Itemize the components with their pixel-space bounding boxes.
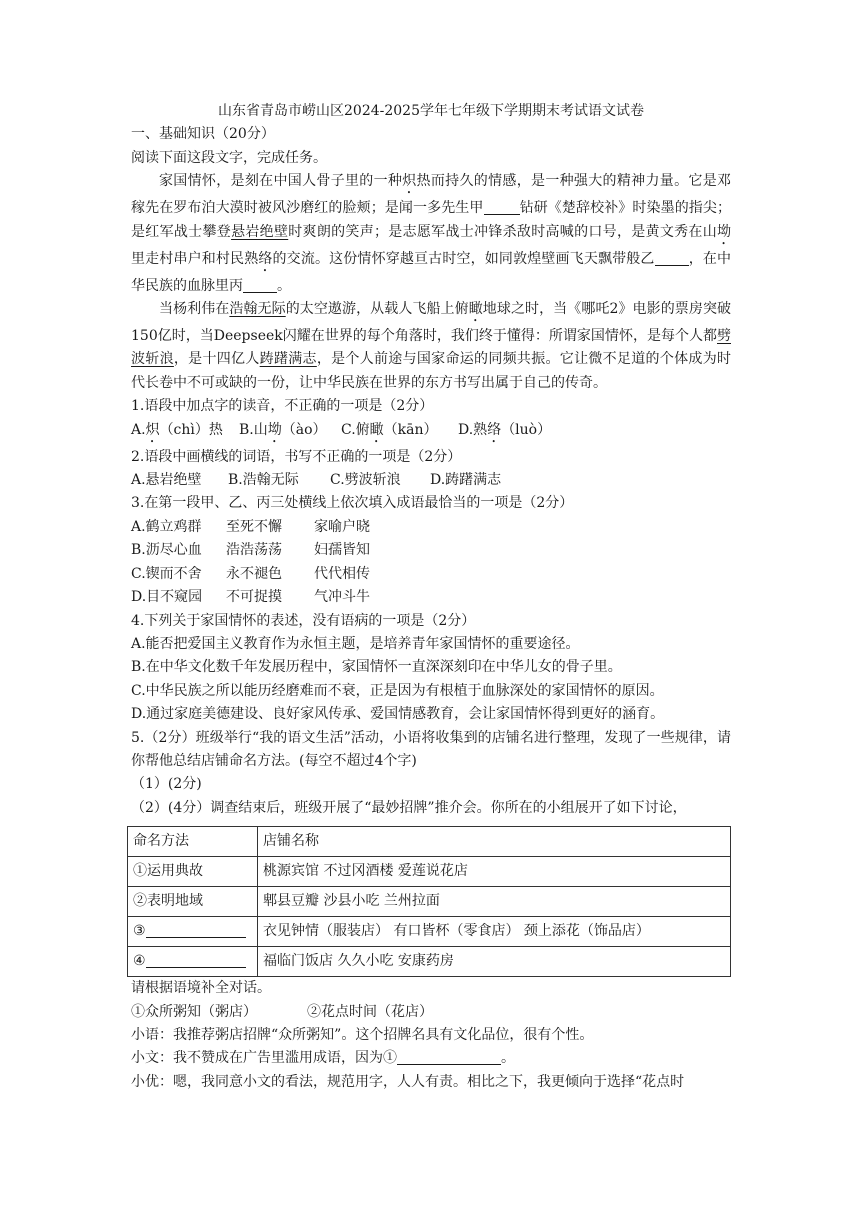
table-header-cell: 店铺名称	[258, 827, 731, 857]
question-4-stem: 4.下列关于家国情怀的表述，没有语病的一项是（2分）	[131, 612, 476, 629]
question-3-option-b: B.沥尽心血 浩浩荡荡 妇孺皆知	[131, 542, 370, 559]
dialogue-xiaowen: 小文：我不赞成在广告里滥用成语，因为① 。	[131, 1050, 515, 1067]
table-header-row	[128, 827, 731, 857]
option-b: B.浩翰无际	[228, 472, 299, 489]
dotted-char: 络	[258, 250, 273, 267]
dialogue-choices: ①众所粥知（粥店） ②花点时间（花店）	[131, 1003, 433, 1020]
question-4-option-a: A.能否把爱国主义教育作为永恒主题，是培养青年家国情怀的重要途径。	[131, 635, 580, 652]
table-row	[128, 947, 731, 977]
table-row	[128, 857, 731, 887]
option-d: D.踌躇满志	[430, 472, 502, 489]
question-3-option-d: D.目不窥园 不可捉摸 气冲斗牛	[131, 589, 370, 606]
question-1-options	[131, 419, 731, 446]
blank-jia	[484, 198, 520, 215]
table-cell: ④	[128, 947, 258, 977]
dialogue-xiaoyu: 小语：我推荐粥店招牌“众所粥知”。这个招牌名具有文化品位，很有个性。	[131, 1026, 594, 1043]
dialogue-prompt: 请根据语境补全对话。	[131, 980, 271, 997]
underlined-word: 悬岩绝壁	[231, 223, 289, 240]
answer-blank[interactable]	[397, 1048, 501, 1065]
question-1-stem: 1.语段中加点字的读音，不正确的一项是（2分）	[131, 398, 434, 415]
underlined-word: 浩翰无际	[229, 301, 286, 318]
option-c: C.俯瞰（kān）	[341, 421, 438, 438]
question-3-stem: 3.在第一段甲、乙、丙三处横线上依次填入成语最恰当的一项是（2分）	[131, 495, 574, 512]
dialogue-xiaoyou: 小优：嗯，我同意小文的看法，规范用字，人人有责。相比之下，我更倾向于选择“花点时	[131, 1073, 685, 1090]
underlined-word: 劈波斩浪	[131, 328, 731, 368]
question-5-sub-1: （1）(2分)	[131, 776, 202, 793]
option-a: A.炽（chì）热	[131, 421, 223, 438]
instruction: 阅读下面这段文字，完成任务。	[131, 149, 327, 166]
question-4-option-d: D.通过家庭美德建设、良好家风传承、爱国情感教育，会让家国情怀得到更好的涵育。	[131, 706, 665, 723]
table-cell: 衣见钟情（服装店） 有口皆杯（零食店） 颈上添花（饰品店）	[258, 917, 731, 947]
question-2-options	[131, 469, 731, 492]
table-cell: ①运用典故	[128, 857, 258, 887]
option-d: D.熟络（luò）	[458, 421, 552, 438]
blank-yi	[655, 249, 689, 266]
table-cell: 郫县豆瓣 沙县小吃 兰州拉面	[258, 887, 731, 917]
table-cell: ②表明地域	[128, 887, 258, 917]
option-c: C.劈波斩浪	[330, 472, 401, 489]
table-row	[128, 917, 731, 947]
question-3-option-a: A.鹤立鸡群 至死不懈 家喻户晓	[131, 518, 370, 535]
passage-paragraph-1: 家国情怀，是刻在中国人骨子里的一种炽热而持久的情感，是一种强大的精神力量。它是邓稼先在罗布泊大漠时被风沙磨红的脸颊；是闻一多先生甲 钻研《楚辞校补》时染墨的指尖；是红军战士攀登悬岩绝壁时爽朗的笑声；是志愿军战士冲锋杀敌时高喊的口号，是黄文秀在山坳里走村串户和村民熟络的交流。这份情怀穿越亘古时空，如同敦煌壁画飞天飘带般乙 ，在中华民族的血脉里丙 。	[131, 173, 732, 294]
dotted-char: 坳	[717, 223, 732, 240]
table-cell: 福临门饭店 久久小吃 安康药房	[258, 947, 731, 977]
exam-page	[131, 100, 731, 1094]
passage-paragraph-2: 当杨利伟在浩翰无际的太空遨游，从载人飞船上俯瞰地球之时，当《哪吒2》电影的票房突破150亿时，当Deepseek闪耀在世界的每个角落时，我们终于懂得：所谓家国情怀，是每个人都劈波斩浪，是十四亿人踌躇满志，是个人前途与国家命运的同频共振。它让微不足道的个体成为时代长卷中不可或缺的一份，让中华民族在世界的东方书写出属于自己的传奇。	[131, 301, 732, 391]
answer-blank[interactable]	[146, 951, 246, 968]
question-3-option-c: C.锲而不舍 永不褪色 代代相传	[131, 565, 370, 582]
dotted-char: 瞰	[468, 301, 483, 318]
question-4-option-c: C.中华民族之所以能历经磨难而不衰，正是因为有根植于血脉深处的家国情怀的原因。	[131, 682, 664, 699]
table-row	[128, 887, 731, 917]
answer-blank[interactable]	[146, 921, 246, 938]
shop-name-table	[127, 826, 731, 977]
question-5-stem: 5.（2分）班级举行“我的语文生活”活动，小语将收集到的店铺名进行整理，发现了一些规律，请你帮他总结店铺命名方法。(每空不超过4个字)	[131, 729, 731, 769]
table-cell: 桃源宾馆 不过冈酒楼 爱莲说花店	[258, 857, 731, 887]
exam-title: 山东省青岛市崂山区2024-2025学年七年级下学期期末考试语文试卷	[218, 103, 644, 119]
section-heading: 一、基础知识（20分）	[131, 126, 275, 143]
question-5-sub-2: （2）(4分）调查结束后，班级开展了“最妙招牌”推介会。你所在的小组展开了如下讨论，	[131, 799, 687, 816]
question-2-stem: 2.语段中画横线的词语，书写不正确的一项是（2分）	[131, 448, 462, 465]
question-4-option-b: B.在中华文化数千年发展历程中，家国情怀一直深深刻印在中华儿女的骨子里。	[131, 659, 622, 676]
dotted-char: 炽	[402, 173, 417, 190]
option-a: A.悬岩绝壁	[131, 472, 202, 489]
table-header-cell: 命名方法	[128, 827, 258, 857]
table-cell: ③	[128, 917, 258, 947]
blank-bing	[243, 276, 277, 293]
underlined-word: 踌躇满志	[259, 351, 317, 368]
option-b: B.山坳（ào）	[239, 421, 327, 438]
